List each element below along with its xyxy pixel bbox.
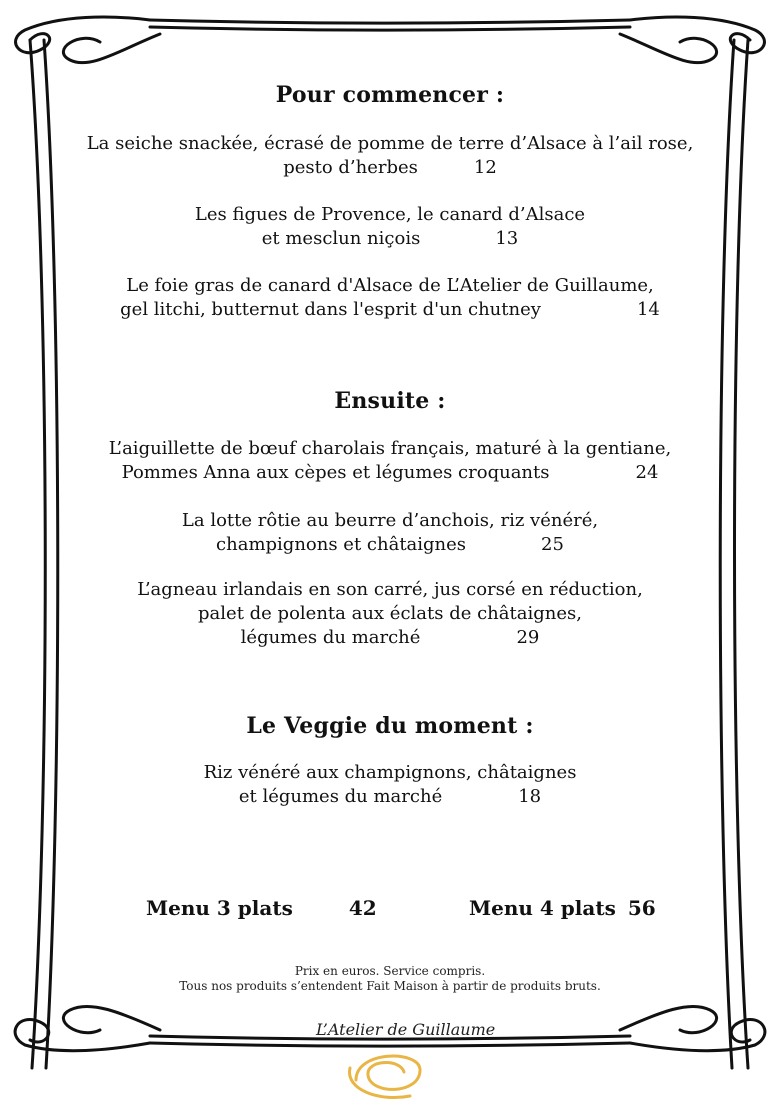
dish-line: La seiche snackée, écrasé de pomme de terre d’Alsace à l’ail rose, (86, 133, 694, 154)
dish-line: et mesclun niçois (261, 228, 421, 249)
dish-foie-gras (0, 274, 780, 322)
dish-price: 18 (518, 786, 542, 807)
dish-line: Pommes Anna aux cèpes et légumes croquants (121, 462, 550, 483)
dish-figues (0, 203, 780, 251)
dish-line: Le foie gras de canard d'Alsace de L’Atelier de Guillaume, (126, 275, 654, 296)
dish-line: L’aiguillette de bœuf charolais français, maturé à la gentiane, (108, 438, 672, 459)
dish-line: gel litchi, butternut dans l'esprit d'un chutney (120, 299, 541, 320)
logo-swirl-icon (350, 1056, 420, 1097)
dish-aiguillette (0, 437, 780, 485)
dish-price: 12 (473, 157, 497, 178)
footnote-line: Tous nos produits s’entendent Fait Maison à partir de produits bruts. (179, 979, 601, 993)
dish-line: et légumes du marché (238, 786, 443, 807)
dish-seiche (0, 132, 780, 180)
dish-price: 13 (495, 228, 519, 249)
restaurant-logo: L’Atelier de Guillaume (316, 1020, 496, 1039)
menu-label: Menu 3 plats (146, 896, 293, 920)
menu-3-plats (146, 896, 377, 920)
dish-line: pesto d’herbes (283, 157, 418, 178)
dish-agneau (0, 578, 780, 650)
dish-price: 24 (635, 462, 659, 483)
dish-lotte (0, 509, 780, 557)
menu-label: Menu 4 plats (469, 896, 616, 920)
dish-line: La lotte rôtie au beurre d’anchois, riz vénéré, (181, 510, 599, 531)
dish-line: champignons et châtaignes (216, 534, 467, 555)
dish-line: Riz vénéré aux champignons, châtaignes (203, 762, 577, 783)
menu-4-plats (469, 896, 656, 920)
section-title-mains: Ensuite : (334, 388, 446, 414)
dish-riz-venere (0, 761, 780, 809)
menu-price: 56 (627, 896, 656, 920)
section-title-veggie: Le Veggie du moment : (246, 713, 534, 739)
footnote (0, 964, 780, 994)
menu-price: 42 (348, 896, 377, 920)
dish-price: 29 (516, 627, 540, 648)
dish-line: L’agneau irlandais en son carré, jus corsé en réduction, (137, 579, 643, 600)
section-title-starters: Pour commencer : (275, 82, 505, 108)
footnote-line: Prix en euros. Service compris. (294, 964, 486, 978)
dish-price: 25 (541, 534, 564, 555)
dish-line: palet de polenta aux éclats de châtaignes, (198, 603, 582, 624)
dish-price: 14 (636, 299, 660, 320)
dish-line: légumes du marché (240, 627, 421, 648)
dish-line: Les figues de Provence, le canard d’Alsace (194, 204, 586, 225)
